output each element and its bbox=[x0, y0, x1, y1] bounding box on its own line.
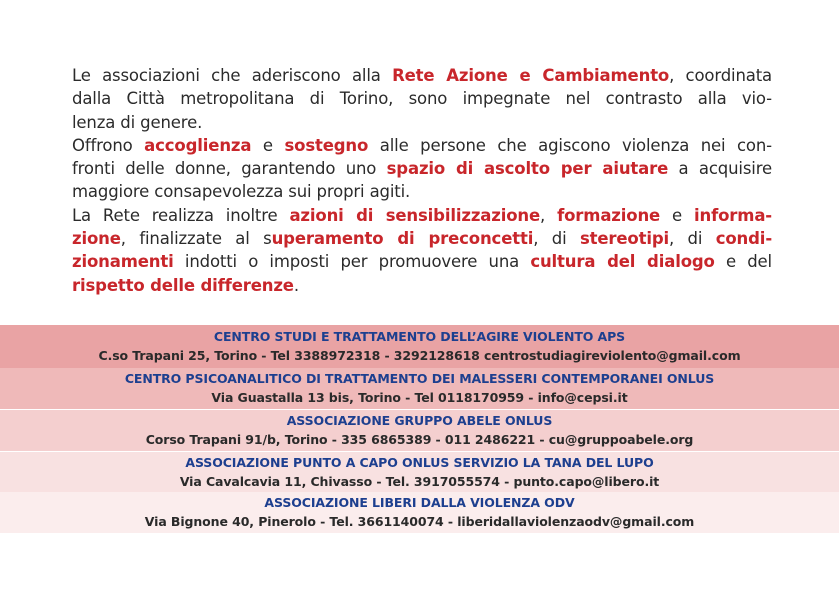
intro-line bbox=[72, 274, 772, 297]
association-name: ASSOCIAZIONE LIBERI DALLA VIOLENZA ODV bbox=[264, 495, 575, 510]
intro-line bbox=[72, 250, 772, 273]
highlighted-text: spazio di ascolto per aiutare bbox=[386, 159, 669, 179]
body-text: alle persone che agiscono violenza nei con- bbox=[368, 135, 772, 155]
highlighted-text: accoglienza bbox=[144, 135, 252, 155]
highlighted-text: cultura del dialogo bbox=[530, 252, 715, 272]
association-address: Corso Trapani 91/b, Torino - 335 6865389 - 011 2486221 - cu@gruppoabele.org bbox=[145, 432, 694, 447]
body-text: e bbox=[251, 135, 285, 155]
association-card bbox=[0, 368, 839, 409]
body-text: e bbox=[660, 205, 694, 225]
intro-line bbox=[72, 64, 772, 87]
association-name: ASSOCIAZIONE GRUPPO ABELE ONLUS bbox=[286, 413, 553, 428]
body-text: Offrono bbox=[72, 135, 145, 155]
highlighted-text: uperamento di preconcetti bbox=[271, 229, 534, 249]
highlighted-text: condi- bbox=[715, 229, 773, 249]
association-name: ASSOCIAZIONE PUNTO A CAPO ONLUS SERVIZIO LA TANA DEL LUPO bbox=[185, 455, 654, 470]
highlighted-text: formazione bbox=[557, 205, 661, 225]
association-name: CENTRO STUDI E TRATTAMENTO DELL’AGIRE VIOLENTO APS bbox=[213, 329, 626, 344]
body-text: , di bbox=[533, 229, 580, 249]
highlighted-text: rispetto delle differenze bbox=[72, 275, 294, 295]
highlighted-text: zionamenti bbox=[72, 252, 174, 272]
intro-line bbox=[72, 111, 772, 134]
body-text: , finalizzate al s bbox=[120, 229, 272, 249]
highlighted-text: informa- bbox=[693, 205, 772, 225]
intro-line bbox=[72, 87, 772, 110]
body-text: indotti o imposti per promuovere una bbox=[173, 252, 531, 272]
association-address: Via Bignone 40, Pinerolo - Tel. 3661140074 - liberidallaviolenzaodv@gmail.com bbox=[144, 514, 695, 529]
association-name: CENTRO PSICOANALITICO DI TRATTAMENTO DEI MALESSERI CONTEMPORANEI ONLUS bbox=[124, 371, 715, 386]
body-text: dalla Città metropolitana di Torino, sono impegnate nel contrasto alla vio- bbox=[72, 89, 772, 109]
body-text: Le associazioni che aderiscono alla bbox=[72, 66, 393, 85]
body-text: e del bbox=[714, 252, 772, 272]
body-text: fronti delle donne, garantendo uno bbox=[72, 159, 387, 179]
body-text: La Rete realizza inoltre bbox=[72, 205, 290, 225]
body-text: maggiore consapevolezza sui propri agiti. bbox=[72, 182, 411, 202]
highlighted-text: azioni di sensibilizzazione bbox=[289, 205, 541, 225]
association-card bbox=[0, 325, 839, 368]
intro-line bbox=[72, 180, 772, 203]
intro-line bbox=[72, 157, 772, 180]
association-card bbox=[0, 452, 839, 492]
body-text: a acquisire bbox=[668, 159, 772, 179]
highlighted-text: stereotipi bbox=[579, 229, 670, 249]
highlighted-text: zione bbox=[72, 229, 121, 249]
intro-text bbox=[72, 64, 772, 297]
association-address: Via Cavalcavia 11, Chivasso - Tel. 3917055574 - punto.capo@libero.it bbox=[179, 474, 660, 489]
intro-line bbox=[72, 134, 772, 157]
body-text: , coordinata bbox=[669, 66, 773, 85]
body-text: . bbox=[293, 275, 299, 295]
body-text: lenza di genere. bbox=[72, 112, 203, 132]
intro-line bbox=[72, 204, 772, 227]
intro-line bbox=[72, 227, 772, 250]
body-text: , di bbox=[669, 229, 716, 249]
association-card bbox=[0, 410, 839, 451]
association-address: Via Guastalla 13 bis, Torino - Tel 0118170959 - info@cepsi.it bbox=[211, 390, 628, 405]
highlighted-text: Rete Azione e Cambiamento bbox=[392, 66, 670, 85]
highlighted-text: sostegno bbox=[284, 135, 369, 155]
association-card bbox=[0, 492, 839, 533]
association-address: C.so Trapani 25, Torino - Tel 3388972318 - 3292128618 centrostudiagireviolento@gmail.com bbox=[98, 348, 741, 363]
body-text: , bbox=[540, 205, 558, 225]
